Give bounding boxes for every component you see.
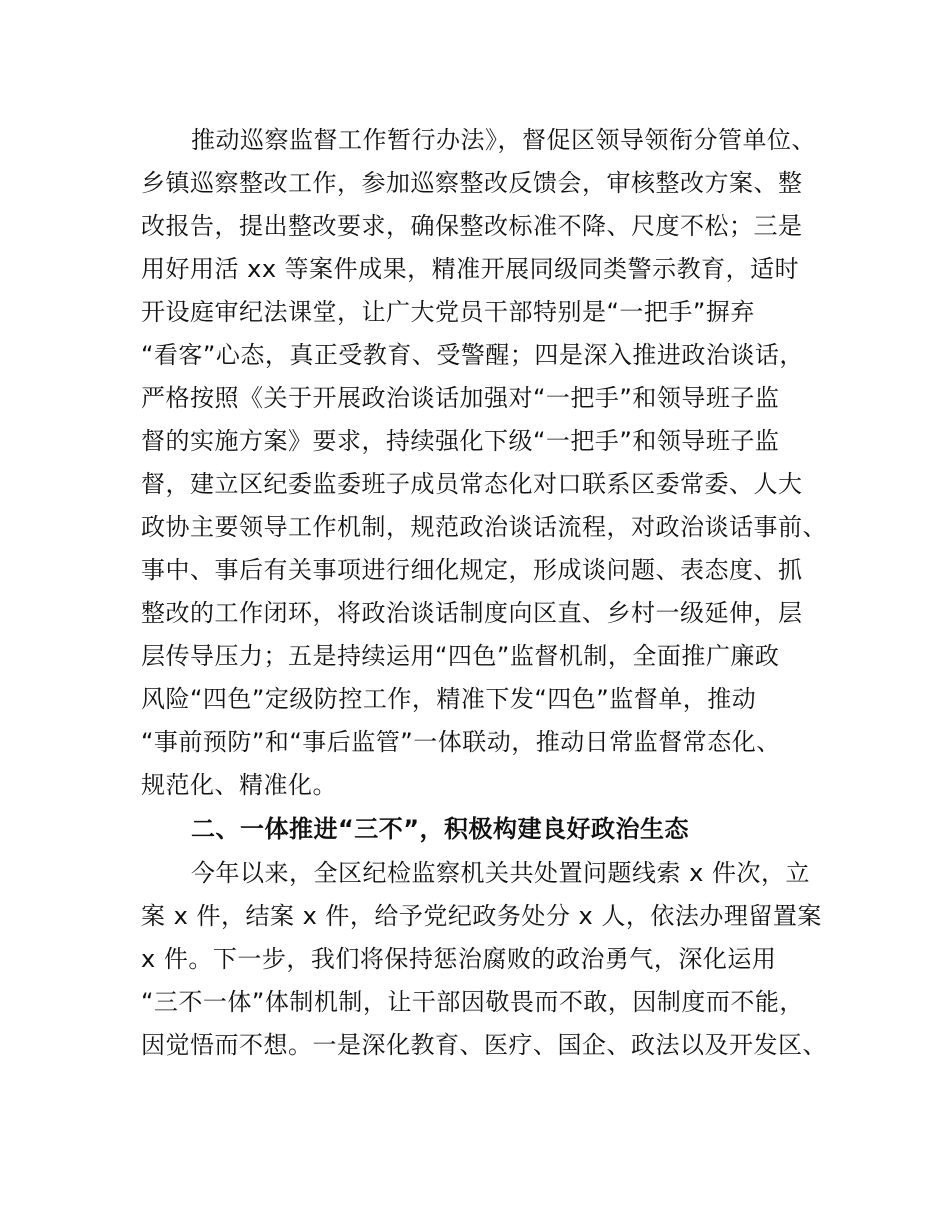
paragraph-line: 层传导压力；五是持续运用“四色”监督机制，全面推广廉政 [141, 642, 780, 670]
paragraph-line: “三不一体”体制机制，让干部因敬畏而不敢，因制度而不能， [141, 988, 804, 1016]
section-heading: 二、一体推进“三不”，积极构建良好政治生态 [191, 815, 690, 843]
paragraph-line: 政协主要领导工作机制，规范政治谈话流程，对政治谈话事前、 [141, 513, 827, 541]
paragraph-line: 案 x 件，结案 x 件，给予党纪政务处分 x 人，依法办理留置案 [141, 902, 822, 930]
paragraph-line: 事中、事后有关事项进行细化规定，形成谈问题、表态度、抓 [141, 556, 803, 584]
paragraph-line: 因觉悟而不想。一是深化教育、医疗、国企、政法以及开发区、 [141, 1031, 827, 1059]
paragraph-line: 风险“四色”定级防控工作，精准下发“四色”监督单，推动 [141, 685, 757, 713]
paragraph-line: 改报告，提出整改要求，确保整改标准不降、尺度不松；三是 [141, 212, 803, 240]
paragraph-line: 推动巡察监督工作暂行办法》，督促区领导领衔分管单位、 [191, 126, 816, 154]
paragraph-line: x 件。下一步，我们将保持惩治腐败的政治勇气，深化运用 [141, 945, 777, 973]
paragraph-line: 督，建立区纪委监委班子成员常态化对口联系区委常委、人大 [141, 470, 803, 498]
paragraph-line: “看客”心态，真正受教育、受警醒；四是深入推进政治谈话， [141, 341, 804, 369]
paragraph-line: “事前预防”和“事后监管”一体联动，推动日常监督常态化、 [141, 728, 781, 756]
paragraph-line: 严格按照《关于开展政治谈话加强对“一把手”和领导班子监 [141, 384, 780, 412]
paragraph-line: 乡镇巡察整改工作，参加巡察整改反馈会，审核整改方案、整 [141, 169, 803, 197]
paragraph-line: 督的实施方案》要求，持续强化下级“一把手”和领导班子监 [141, 427, 780, 455]
paragraph-line: 今年以来，全区纪检监察机关共处置问题线索 x 件次，立 [191, 859, 810, 887]
paragraph-line: 整改的工作闭环，将政治谈话制度向区直、乡村一级延伸，层 [141, 599, 803, 627]
paragraph-line: 用好用活 xx 等案件成果，精准开展同级同类警示教育，适时 [141, 255, 800, 283]
paragraph-line: 规范化、精准化。 [141, 771, 337, 799]
paragraph-line: 开设庭审纪法课堂，让广大党员干部特别是“一把手”摒弃 [141, 298, 755, 326]
